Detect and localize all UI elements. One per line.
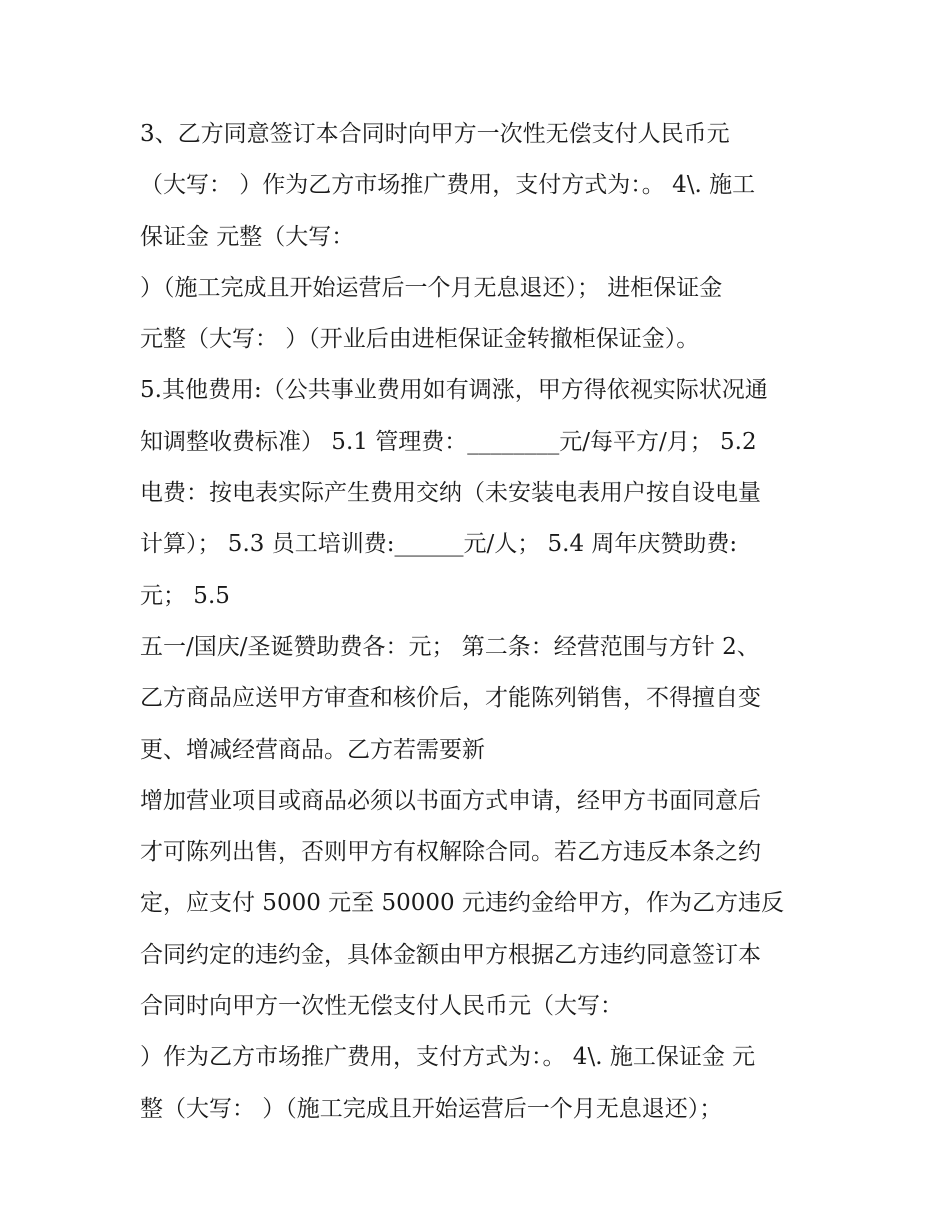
text-line-16: 定，应支付 5000 元至 50000 元违约金给甲方，作为乙方违反 [140,890,784,917]
text-line-18: 合同时向甲方一次性无偿支付人民币元（大写： [140,993,623,1020]
text-line-12: 乙方商品应送甲方审查和核价后，才能陈列销售，不得擅自变 [140,685,761,712]
text-line-4: ）（施工完成且开始运营后一个月无息退还）； 进柜保证金 [140,274,723,301]
text-line-1: 3、乙方同意签订本合同时向甲方一次性无偿支付人民币元 [140,121,730,147]
text-line-5: 元整（大写： ）（开业后由进柜保证金转撤柜保证金）。 [140,326,700,353]
text-line-6: 5.其他费用:（公共事业费用如有调涨，甲方得依视实际状况通 [140,377,768,404]
text-line-17: 合同约定的违约金，具体金额由甲方根据乙方违约同意签订本 [140,941,761,968]
text-line-13: 更、增减经营商品。乙方若需要新 [140,736,485,763]
text-line-11: 五一/国庆/圣诞赞助费各：元； 第二条：经营范围与方针 2、 [140,633,760,660]
text-line-2: （大写： ）作为乙方市场推广费用，支付方式为：。 4\. 施工 [140,172,756,199]
text-line-14: 增加营业项目或商品必须以书面方式申请，经甲方书面同意后 [140,787,761,814]
text-line-15: 才可陈列出售，否则甲方有权解除合同。若乙方违反本条之约 [140,839,761,866]
text-line-7: 知调整收费标准） 5.1 管理费：________元/每平方/月； 5.2 [140,428,757,455]
text-line-20: 整（大写： ）（施工完成且开始运营后一个月无息退还）； [140,1095,723,1122]
contract-text [140,109,830,1135]
text-line-10: 元； 5.5 [140,582,230,609]
text-line-3: 保证金 元整（大写： [140,223,355,250]
text-line-19: ）作为乙方市场推广费用，支付方式为：。 4\. 施工保证金 元 [140,1044,756,1071]
text-line-8: 电费：按电表实际产生费用交纳（未安装电表用户按自设电量 [140,480,761,507]
text-line-9: 计算）； 5.3 员工培训费:______元/人； 5.4 周年庆赞助费: [140,531,738,558]
